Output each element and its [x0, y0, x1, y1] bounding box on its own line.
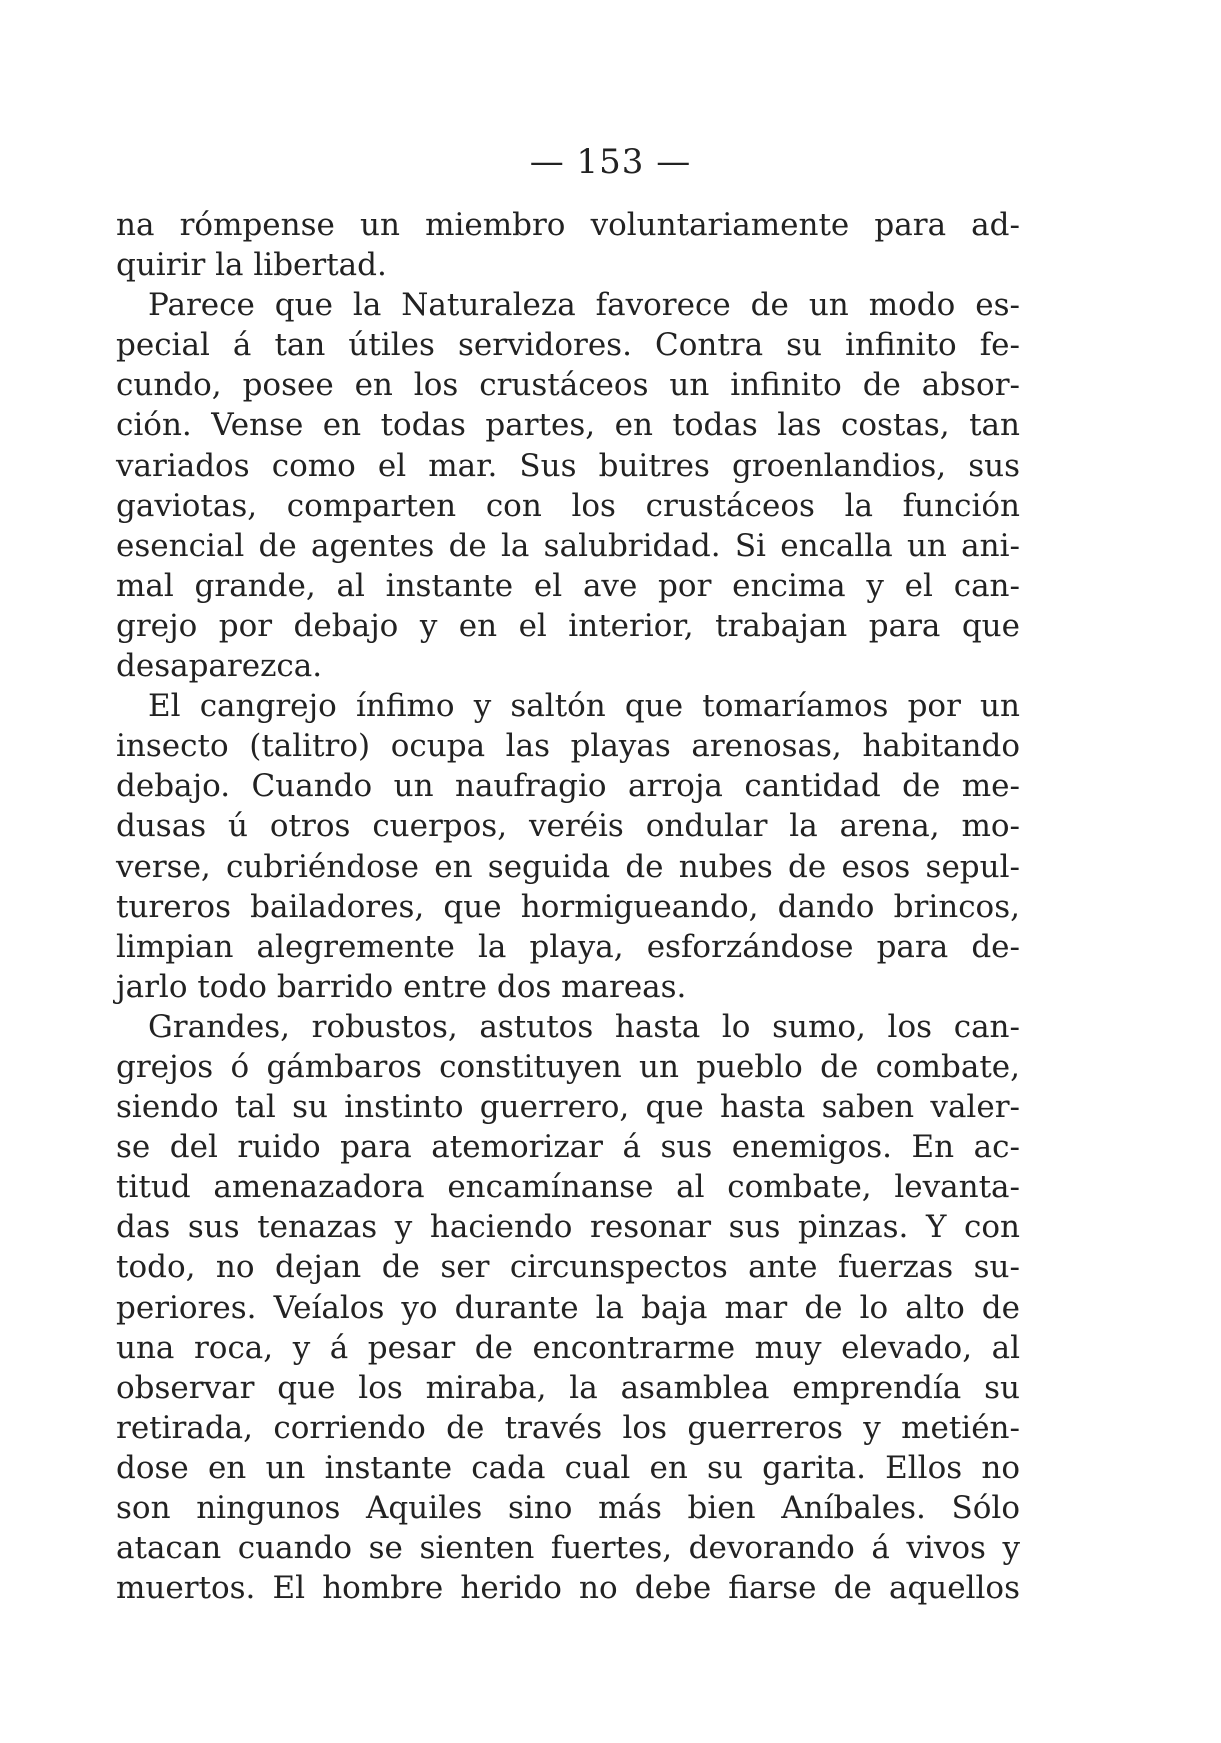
text-line: desaparezca.	[116, 648, 323, 685]
text-line: debajo. Cuando un naufragio arroja cantidad de me-	[116, 768, 1020, 805]
text-line: todo, no dejan de ser circunspectos ante fuerzas su-	[116, 1249, 1020, 1286]
text-line: das sus tenazas y haciendo resonar sus pinzas. Y con	[116, 1209, 1020, 1246]
text-line: gaviotas, comparten con los crustáceos la función	[116, 487, 1020, 524]
text-line: verse, cubriéndose en seguida de nubes de esos sepul-	[116, 848, 1020, 885]
body-text	[116, 205, 1020, 1608]
text-line: dose en un instante cada cual en su garita. Ellos no	[116, 1449, 1020, 1486]
text-line: Parece que la Naturaleza favorece de un modo es-	[148, 287, 1020, 324]
text-line: titud amenazadora encamínanse al combate, levanta-	[116, 1169, 1020, 1206]
text-line: esencial de agentes de la salubridad. Si encalla un ani-	[116, 527, 1020, 564]
text-line: son ningunos Aquiles sino más bien Aníbales. Sólo	[116, 1490, 1020, 1526]
text-line: periores. Veíalos yo durante la baja mar de lo alto de	[116, 1289, 1020, 1326]
text-line: siendo tal su instinto guerrero, que hasta saben valer-	[116, 1089, 1020, 1126]
text-line: jarlo todo barrido entre dos mareas.	[116, 968, 687, 1005]
text-line: limpian alegremente la playa, esforzándose para de-	[116, 928, 1020, 965]
page-number: — 153 —	[529, 142, 692, 182]
text-line: dusas ú otros cuerpos, veréis ondular la arena, mo-	[116, 808, 1020, 845]
text-line: grejos ó gámbaros constituyen un pueblo de combate,	[116, 1048, 1020, 1085]
text-line: pecial á tan útiles servidores. Contra su infinito fe-	[116, 327, 1020, 364]
text-line: atacan cuando se sienten fuertes, devorando á vivos y	[116, 1530, 1020, 1567]
text-line: Grandes, robustos, astutos hasta lo sumo, los can-	[148, 1008, 1020, 1045]
text-line: observar que los miraba, la asamblea emprendía su	[116, 1369, 1020, 1406]
text-line: cundo, posee en los crustáceos un infinito de absor-	[116, 367, 1020, 404]
text-line: insecto (talitro) ocupa las playas arenosas, habitando	[116, 728, 1020, 765]
text-line: quirir la libertad.	[116, 247, 387, 284]
text-line: mal grande, al instante el ave por encima y el can-	[116, 567, 1020, 604]
text-line: El cangrejo ínfimo y saltón que tomaríamos por un	[148, 688, 1020, 725]
text-line: ción. Vense en todas partes, en todas las costas, tan	[116, 407, 1020, 444]
text-line: variados como el mar. Sus buitres groenlandios, sus	[116, 447, 1020, 484]
text-line: una roca, y á pesar de encontrarme muy elevado, al	[116, 1329, 1020, 1366]
text-line: retirada, corriendo de través los guerreros y metién-	[116, 1409, 1020, 1446]
text-line: grejo por debajo y en el interior, trabajan para que	[116, 607, 1020, 644]
text-line: na rómpense un miembro voluntariamente para ad-	[116, 207, 1020, 243]
text-line: muertos. El hombre herido no debe fiarse de aquellos	[116, 1570, 1020, 1607]
text-line: tureros bailadores, que hormigueando, dando brincos,	[116, 888, 1020, 925]
text-line: se del ruido para atemorizar á sus enemigos. En ac-	[116, 1129, 1020, 1166]
